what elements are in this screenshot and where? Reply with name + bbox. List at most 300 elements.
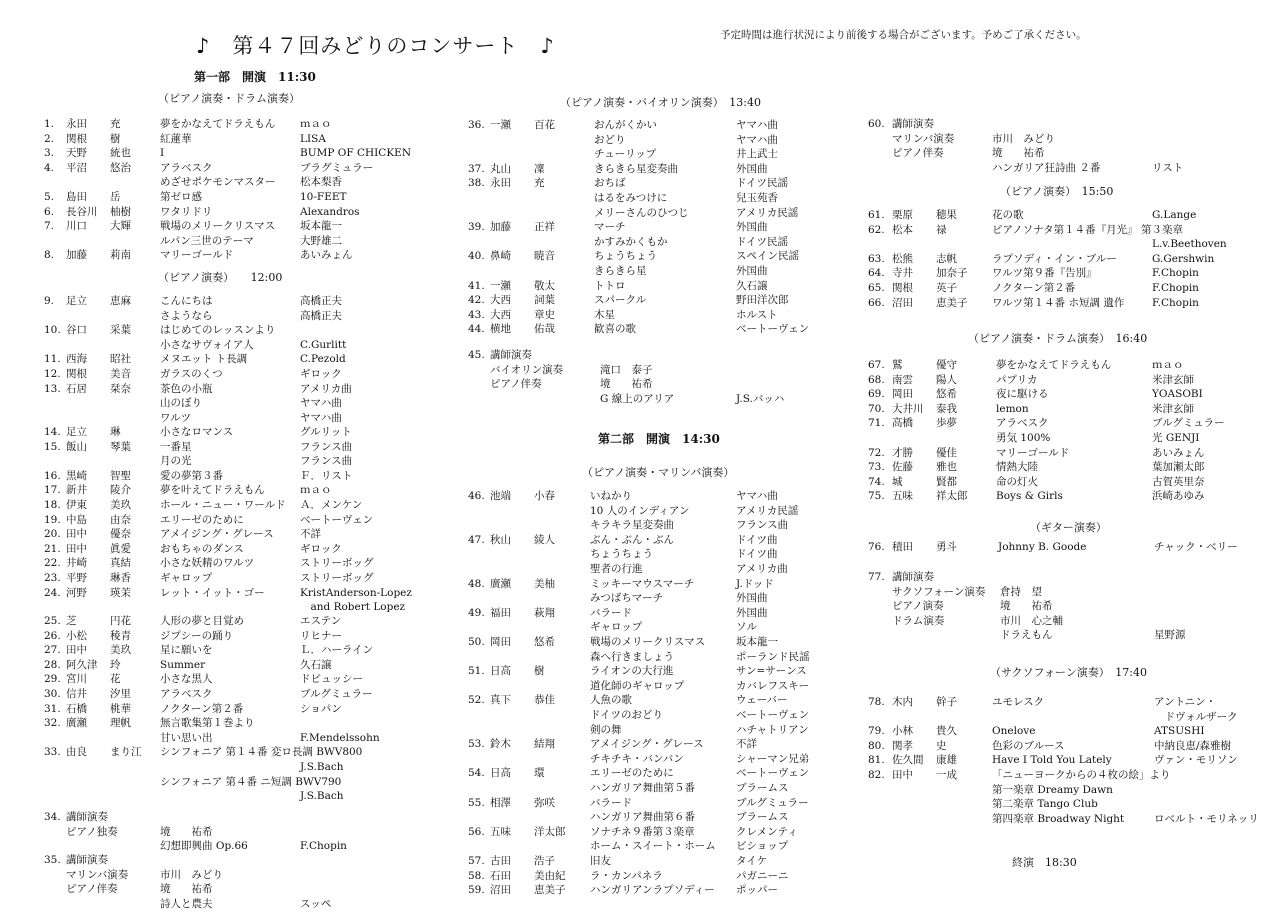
performer-given-name: 悠希: [534, 636, 555, 648]
piece-title: ラプソディ・イン・ブルー: [992, 252, 1117, 265]
entry-number: 37.: [468, 162, 485, 175]
entry-number: 17.: [44, 484, 61, 497]
performer-given-name: 歩夢: [936, 417, 957, 430]
piece-title: 花の歌: [992, 209, 1024, 221]
piece-title: 第一楽章 Dreamy Dawn: [992, 783, 1113, 796]
entry-number: 10.: [44, 324, 61, 337]
section-heading: （サクソフォーン演奏） 17:40: [990, 666, 1147, 679]
performer-given-name: 禄: [936, 223, 947, 236]
entry-number: 74.: [868, 475, 885, 488]
performer-surname: 丸山: [490, 162, 511, 175]
entry-number: 47.: [468, 533, 485, 546]
entry-number: 41.: [468, 279, 485, 292]
performer-given-name: 敬太: [534, 279, 555, 292]
performer-surname: 石橋: [66, 702, 87, 715]
performer-given-name: 弥咲: [534, 796, 555, 809]
composer: YOASOBI: [1152, 388, 1203, 401]
piece-title: 月の光: [160, 455, 192, 468]
piece-title: 滝口 泰子: [600, 363, 653, 376]
entry-number: 20.: [44, 528, 61, 541]
piece-title: 甘い思い出: [160, 731, 213, 744]
composer: タイケ: [736, 855, 768, 867]
entry-number: 1.: [44, 118, 55, 130]
piece-title: エリーゼのために: [160, 513, 244, 526]
composer: 光 GENJI: [1152, 432, 1200, 444]
composer: C.Gurlitt: [300, 338, 347, 351]
piece-title: Summer: [160, 658, 206, 671]
entry-number: 59.: [468, 884, 485, 897]
piece-title: ぶん・ぶん・ぶん: [590, 533, 674, 546]
piece-title: G 線上のアリア: [600, 392, 675, 405]
performer-given-name: 詞葉: [534, 294, 555, 307]
performer-given-name: 岳: [110, 191, 121, 203]
piece-title: みつばちマーチ: [590, 592, 664, 605]
entry-number: 50.: [468, 636, 485, 648]
piece-title: 境 祐希: [600, 378, 653, 391]
piece-title: ノクターン第２番: [992, 282, 1076, 294]
performer-given-name: 真結: [110, 557, 131, 570]
performer-given-name: 暁音: [534, 250, 555, 263]
piece-title: 愛の夢第３番: [160, 469, 223, 482]
performer-surname: 永田: [490, 177, 511, 190]
piece-title: ワルツ第１４番 ホ短調 遺作: [992, 296, 1125, 309]
piece-title: 市川 みどり: [160, 868, 223, 881]
composer: カバレフスキー: [736, 679, 810, 692]
entry-number: 81.: [868, 754, 885, 767]
piece-title: 境 祐希: [160, 825, 213, 838]
composer: 高橋正夫: [300, 309, 342, 322]
entry-number: 5.: [44, 191, 55, 203]
performer-surname: 加藤: [490, 221, 511, 234]
entry-number: 23.: [44, 572, 61, 584]
composer: 不詳: [736, 738, 757, 751]
performer-surname: 五味: [490, 825, 511, 838]
piece-title: ちょうちょう: [594, 250, 657, 263]
performer-surname: 秋山: [490, 533, 511, 546]
composer: リスト: [1152, 161, 1184, 174]
piece-title: エリーゼのために: [590, 767, 674, 780]
entry-number: 3.: [44, 147, 55, 160]
entry-number: 31.: [44, 702, 61, 715]
entry-number: 15.: [44, 440, 61, 453]
performer-surname: 講師演奏: [66, 854, 108, 866]
piece-title: lemon: [996, 402, 1029, 415]
performer-given-name: 理帆: [110, 717, 131, 730]
piece-title: バラード: [590, 796, 632, 809]
composer: and Robert Lopez: [300, 601, 406, 614]
composer: ドイツ曲: [736, 548, 778, 561]
schedule-notice: 予定時間は進行状況により前後する場合がございます。予めご了承ください。: [720, 29, 1087, 41]
composer: F.Chopin: [1152, 267, 1199, 280]
entry-number: 27.: [44, 644, 61, 657]
section-heading: （ピアノ演奏） 15:50: [1000, 185, 1114, 198]
composer: ヤマハ曲: [736, 133, 778, 146]
performer-surname: 寺井: [892, 267, 913, 280]
performer-surname: 長谷川: [66, 205, 98, 218]
section-heading: 終演 18:30: [1012, 856, 1077, 869]
performer-surname: 講師演奏: [892, 118, 934, 130]
performer-given-name: 環: [534, 767, 545, 780]
piece-title: 10 人のインディアン: [590, 504, 690, 517]
composer: ギロック: [300, 542, 342, 555]
piece-title: トトロ: [594, 279, 626, 292]
entry-number: 18.: [44, 499, 61, 511]
performer-surname: 田中: [66, 528, 87, 541]
piece-title: チキチキ・バンバン: [590, 752, 684, 765]
performer-given-name: 美柚: [534, 577, 555, 590]
performer-surname: 関孝: [892, 739, 913, 752]
entry-number: 34.: [44, 811, 61, 823]
piece-title: ラ・カンパネラ: [590, 869, 663, 882]
entry-number: 63.: [868, 252, 885, 265]
piece-title: 「ニューヨークからの４枚の絵」より: [992, 769, 1171, 781]
entry-number: 22.: [44, 557, 61, 570]
composer: J.ドッド: [736, 577, 774, 590]
performer-surname: 講師演奏: [892, 571, 934, 583]
composer: 坂本龍一: [736, 636, 778, 648]
composer: ハチャトリアン: [736, 723, 809, 736]
composer: ブラグミュラー: [300, 161, 374, 174]
piece-title: めざせポケモンマスター: [160, 176, 276, 189]
piece-title: メヌエット ト長調: [160, 353, 248, 366]
performer-surname: 岡田: [490, 636, 511, 648]
entry-number: 72.: [868, 446, 885, 459]
entry-number: 16.: [44, 469, 61, 482]
piece-title: 幻想即興曲 Op.66: [160, 840, 248, 853]
performer-given-name: 統也: [110, 147, 131, 160]
composer: フランス曲: [736, 519, 789, 532]
performer-given-name: 陵介: [110, 484, 131, 497]
entry-number: 53.: [468, 738, 485, 751]
performer-surname: 日高: [490, 767, 511, 780]
piece-title: ハンガリア狂詩曲 ２番: [992, 161, 1101, 174]
performer-given-name: 結翔: [534, 738, 555, 751]
piece-title: 市川 みどり: [992, 132, 1055, 145]
piece-title: 夢をかなえてドラえもん: [996, 359, 1112, 371]
performer-surname: 相澤: [490, 796, 511, 809]
composer: KristAnderson-Lopez: [300, 586, 412, 599]
composer: 米津玄師: [1152, 373, 1194, 386]
piece-title: 命の灯火: [996, 475, 1038, 488]
performer-surname: ピアノ伴奏: [66, 883, 118, 896]
performer-given-name: 志帆: [936, 252, 957, 265]
composer: ベートーヴェン: [736, 767, 810, 780]
piece-title: パプリカ: [996, 373, 1038, 386]
composer: 坂本龍一: [300, 220, 342, 233]
section-heading: （ピアノ演奏） 12:00: [158, 271, 283, 284]
performer-given-name: 陽人: [936, 373, 957, 386]
section-heading: （ピアノ演奏・バイオリン演奏） 13:40: [560, 96, 761, 109]
performer-given-name: 康雄: [936, 754, 957, 767]
piece-title: 人形の夢と目覚め: [160, 615, 244, 627]
piece-title: 境 祐希: [1000, 600, 1053, 613]
piece-title: アラベスク: [160, 161, 213, 174]
performer-surname: 石田: [490, 869, 511, 882]
performer-given-name: 正祥: [534, 221, 555, 234]
performer-surname: 大西: [490, 308, 511, 321]
performer-given-name: 恵麻: [110, 295, 131, 307]
performer-surname: 池端: [490, 490, 511, 502]
composer: 久石譲: [300, 658, 332, 671]
piece-title: Johnny B. Goode: [998, 541, 1087, 553]
composer: 外国曲: [736, 221, 768, 234]
performer-given-name: まり江: [110, 746, 142, 759]
entry-number: 65.: [868, 282, 885, 294]
composer: 野田洋次郎: [736, 294, 789, 307]
composer: Ｌ．ハーライン: [300, 644, 374, 657]
entry-number: 39.: [468, 221, 485, 234]
performer-given-name: 小春: [534, 490, 555, 502]
composer: ブラームス: [736, 811, 789, 824]
performer-given-name: 恵美子: [936, 296, 968, 309]
performer-surname: 足立: [66, 426, 87, 438]
composer: 高橋正夫: [300, 295, 342, 307]
entry-number: 79.: [868, 725, 885, 738]
composer: チャック・ベリー: [1154, 541, 1238, 553]
composer: あいみょん: [1152, 446, 1205, 459]
composer: 浜崎あゆみ: [1152, 490, 1205, 503]
performer-surname: 飯山: [66, 440, 87, 453]
piece-title: ホーム・スイート・ホーム: [590, 840, 716, 853]
piece-title: 境 祐希: [992, 147, 1045, 160]
performer-given-name: 史: [936, 739, 947, 752]
entry-number: 43.: [468, 308, 485, 321]
piece-title: ギャロップ: [590, 621, 643, 634]
piece-title: 戦場のメリークリスマス: [590, 636, 706, 648]
composer: 不詳: [300, 528, 321, 541]
composer: ｍａｏ: [1152, 359, 1184, 371]
piece-title: 小さなロマンス: [160, 426, 234, 438]
performer-given-name: 悠希: [936, 388, 957, 401]
composer: ブルグミュラー: [300, 688, 373, 700]
entry-number: 64.: [868, 267, 885, 280]
performer-surname: 関根: [66, 368, 87, 380]
piece-title: ノクターン第２番: [160, 702, 244, 715]
composer: パガニーニ: [736, 869, 789, 882]
entry-number: 36.: [468, 119, 485, 131]
piece-title: 小さな妖精のワルツ: [160, 557, 255, 570]
performer-surname: 伊東: [66, 499, 87, 511]
performer-surname: 日高: [490, 665, 511, 678]
performer-given-name: 佑哉: [534, 323, 555, 336]
entry-number: 55.: [468, 796, 485, 809]
performer-surname: 関根: [66, 132, 87, 145]
composer: ポーランド民謡: [736, 650, 810, 663]
entry-number: 71.: [868, 417, 885, 430]
performer-surname: マリンバ演奏: [66, 868, 129, 881]
composer: グルリット: [300, 426, 352, 438]
composer: G.Gershwin: [1152, 252, 1215, 265]
performer-given-name: 優奈: [110, 528, 131, 541]
entry-number: 14.: [44, 426, 61, 438]
composer: ヤマハ曲: [736, 119, 778, 131]
piece-title: こんにちは: [160, 295, 213, 307]
entry-number: 56.: [468, 825, 485, 838]
piece-title: 夢をかなえてドラえもん: [160, 118, 276, 130]
performer-surname: 佐久間: [892, 754, 924, 767]
composer: ベートーヴェン: [736, 709, 810, 721]
performer-surname: サクソフォーン演奏: [892, 585, 986, 598]
piece-title: アメイジング・グレース: [160, 528, 274, 541]
entry-number: 12.: [44, 368, 61, 380]
section-heading: （ピアノ演奏・ドラム演奏） 16:40: [968, 332, 1148, 345]
piece-title: ハンガリア舞曲第６番: [590, 811, 695, 824]
composer: Alexandros: [300, 205, 360, 218]
composer: ｍａｏ: [300, 484, 332, 497]
performer-surname: 川口: [66, 220, 87, 233]
piece-title: 山のぼり: [160, 397, 202, 410]
piece-title: シンフォニア 第４番 ニ短調 BWV790: [160, 775, 342, 788]
performer-given-name: 樹: [534, 665, 545, 678]
piece-title: Boys & Girls: [996, 490, 1063, 503]
performer-given-name: 貴久: [936, 725, 957, 738]
performer-surname: 加藤: [66, 249, 87, 262]
performer-surname: 大井川: [892, 402, 924, 415]
composer: クレメンティ: [736, 825, 798, 838]
entry-number: 38.: [468, 177, 485, 190]
performer-surname: 関根: [892, 282, 913, 294]
performer-surname: 西海: [66, 353, 87, 366]
performer-surname: 田中: [892, 769, 913, 781]
composer: J.S.Bach: [300, 790, 344, 803]
performer-given-name: 章史: [534, 308, 555, 321]
composer: ホルスト: [736, 308, 778, 321]
entry-number: 30.: [44, 688, 61, 700]
performer-surname: 一瀬: [490, 279, 511, 292]
performer-given-name: 凜: [534, 162, 545, 175]
performer-given-name: 柚樹: [110, 205, 131, 218]
piece-title: ハンガリア舞曲第５番: [590, 782, 695, 794]
performer-given-name: 百花: [534, 119, 555, 131]
composer: アメリカ民謡: [736, 504, 799, 517]
piece-title: おどり: [594, 133, 626, 146]
piece-title: ちょうちょう: [590, 548, 653, 561]
piece-title: きらきら星: [594, 265, 647, 277]
composer: エステン: [300, 615, 342, 627]
composer: ポッパー: [736, 884, 778, 897]
composer: ストリーボッグ: [300, 572, 374, 584]
entry-number: 54.: [468, 767, 485, 780]
performer-surname: ピアノ演奏: [892, 600, 944, 613]
piece-title: キラキラ星変奏曲: [590, 519, 674, 532]
composer: ヤマハ曲: [736, 490, 778, 502]
performer-surname: 栗原: [892, 209, 913, 221]
composer: アメリカ曲: [300, 382, 352, 395]
piece-title: 第四楽章 Broadway Night: [992, 812, 1125, 825]
performer-surname: バイオリン演奏: [490, 363, 564, 376]
composer: 中納良恵/森雅樹: [1154, 739, 1232, 752]
entry-number: 67.: [868, 359, 885, 371]
performer-given-name: 充: [110, 118, 121, 130]
composer: LISA: [300, 132, 326, 145]
piece-title: ジプシーの踊り: [160, 629, 234, 642]
performer-given-name: 采葉: [110, 324, 131, 337]
performer-surname: 木内: [892, 696, 913, 708]
entry-number: 28.: [44, 658, 61, 671]
entry-number: 2.: [44, 132, 55, 145]
piece-title: 星に願いを: [160, 644, 213, 657]
entry-number: 25.: [44, 615, 61, 627]
piece-title: アメイジング・グレース: [590, 738, 704, 751]
piece-title: シンフォニア 第１４番 変ロ長調 BWV800: [160, 746, 363, 759]
composer: サン=サーンス: [736, 665, 807, 678]
piece-title: ルパン三世のテーマ: [160, 234, 254, 247]
entry-number: 60.: [868, 118, 885, 130]
performer-surname: 永田: [66, 118, 87, 130]
entry-number: 76.: [868, 541, 885, 553]
entry-number: 7.: [44, 220, 55, 233]
piece-title: ドラえもん: [1000, 629, 1053, 642]
piece-title: ホール・ニュー・ワールド: [160, 499, 286, 511]
piece-title: ソナチネ９番第３楽章: [590, 825, 695, 838]
entry-number: 24.: [44, 586, 61, 599]
composer: F.Mendelssohn: [300, 731, 380, 744]
performer-surname: 谷口: [66, 324, 87, 337]
piece-title: 勇気 100%: [996, 432, 1051, 444]
performer-surname: 小松: [66, 629, 87, 642]
piece-title: ピアノソナタ第１４番『月光』 第３楽章: [992, 223, 1183, 236]
composer: L.v.Beethoven: [1152, 238, 1227, 251]
entry-number: 57.: [468, 855, 485, 867]
entry-number: 9.: [44, 295, 55, 307]
composer: G.Lange: [1152, 209, 1197, 221]
composer: 葉加瀬太郎: [1152, 461, 1205, 474]
piece-title: おんがくかい: [594, 119, 657, 131]
composer: ストリーボッグ: [300, 557, 374, 570]
composer: 外国曲: [736, 606, 768, 619]
performer-surname: 天野: [66, 147, 87, 160]
performer-surname: 高橋: [892, 417, 913, 430]
piece-title: 歓喜の歌: [594, 323, 636, 336]
performer-surname: 信井: [66, 688, 87, 700]
performer-surname: 石居: [66, 382, 87, 395]
piece-title: ドイツのおどり: [590, 709, 663, 721]
composer: ベートーヴェン: [736, 323, 810, 336]
piece-title: 色彩のブルース: [992, 739, 1065, 752]
piece-title: 一番星: [160, 440, 192, 453]
composer: 米津玄師: [1152, 402, 1194, 415]
entry-number: 77.: [868, 571, 885, 583]
performer-surname: 中島: [66, 513, 87, 526]
performer-surname: 芝: [66, 615, 77, 627]
composer: スッペ: [300, 897, 332, 910]
performer-surname: 才勝: [892, 446, 913, 459]
composer: シャーマン兄弟: [736, 752, 810, 765]
performer-surname: 井崎: [66, 557, 87, 570]
performer-given-name: 昭社: [110, 353, 131, 366]
composer: 兒玉苑香: [736, 192, 778, 204]
part-heading: 第二部 開演 14:30: [598, 432, 720, 446]
piece-title: 剣の舞: [590, 723, 622, 736]
piece-title: スパークル: [594, 294, 647, 307]
performer-surname: 平沼: [66, 161, 87, 174]
performer-given-name: 瑛茉: [110, 586, 131, 599]
piece-title: 無言歌集第１巻より: [160, 717, 255, 730]
piece-title: 夜に駆ける: [996, 388, 1049, 401]
performer-given-name: 浩子: [534, 855, 555, 867]
entry-number: 4.: [44, 161, 55, 174]
piece-title: 小さなサヴォイア人: [160, 338, 254, 351]
composer: 久石譲: [736, 279, 768, 292]
piece-title: ギャロップ: [160, 572, 213, 584]
performer-surname: 田中: [66, 644, 87, 657]
piece-title: マリーゴールド: [160, 249, 234, 262]
piece-title: ミッキーマウスマーチ: [590, 577, 695, 590]
composer: 外国曲: [736, 265, 768, 277]
entry-number: 69.: [868, 388, 885, 401]
piece-title: 道化師のギャロップ: [590, 679, 685, 692]
entry-number: 45.: [468, 349, 485, 361]
